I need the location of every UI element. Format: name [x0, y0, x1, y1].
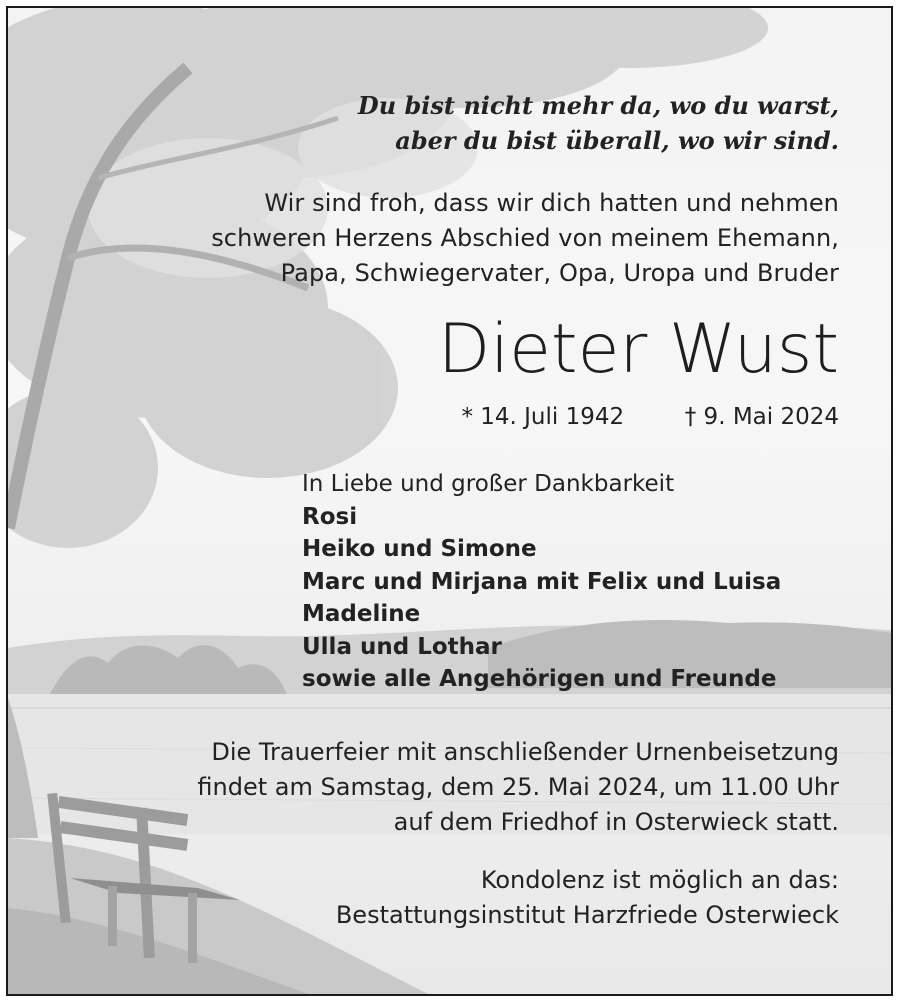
mourner-name: Madeline: [302, 601, 421, 627]
mourner-name: Marc und Mirjana mit Felix und Luisa: [302, 568, 782, 595]
condolence-line: Bestattungsinstitut Harzfriede Osterwieck: [335, 901, 839, 929]
death-date: † 9. Mai 2024: [684, 404, 839, 430]
mourners-lead: In Liebe und großer Dankbarkeit: [302, 471, 675, 497]
condolence-line: Kondolenz ist möglich an das:: [480, 866, 839, 894]
obituary-notice: [6, 6, 893, 996]
quote-line: Du bist nicht mehr da, wo du warst,: [357, 91, 839, 120]
mourner-name: sowie alle Angehörigen und Freunde: [302, 666, 777, 692]
mourners-list: [302, 468, 781, 696]
intro-text: [211, 186, 839, 291]
mourner-name: Rosi: [302, 503, 358, 530]
condolence-info: [336, 863, 839, 933]
funeral-line: auf dem Friedhof in Osterwieck statt.: [393, 808, 839, 836]
funeral-line: Die Trauerfeier mit anschließender Urnenbeisetzung: [211, 738, 839, 766]
intro-line: Wir sind froh, dass wir dich hatten und nehmen: [264, 189, 839, 217]
life-dates: [461, 404, 839, 430]
mourner-name: Ulla und Lothar: [302, 633, 502, 660]
intro-line: Papa, Schwiegervater, Opa, Uropa und Bruder: [280, 259, 839, 287]
intro-line: schweren Herzens Abschied von meinem Ehemann,: [211, 224, 839, 252]
mourner-name: Heiko und Simone: [302, 536, 537, 562]
deceased-name: Dieter Wust: [437, 310, 839, 389]
funeral-line: findet am Samstag, dem 25. Mai 2024, um 11.00 Uhr: [197, 773, 839, 801]
birth-date: * 14. Juli 1942: [461, 404, 625, 430]
quote-block: [358, 88, 839, 158]
quote-line: aber du bist überall, wo wir sind.: [395, 126, 839, 155]
funeral-details: [197, 735, 839, 840]
